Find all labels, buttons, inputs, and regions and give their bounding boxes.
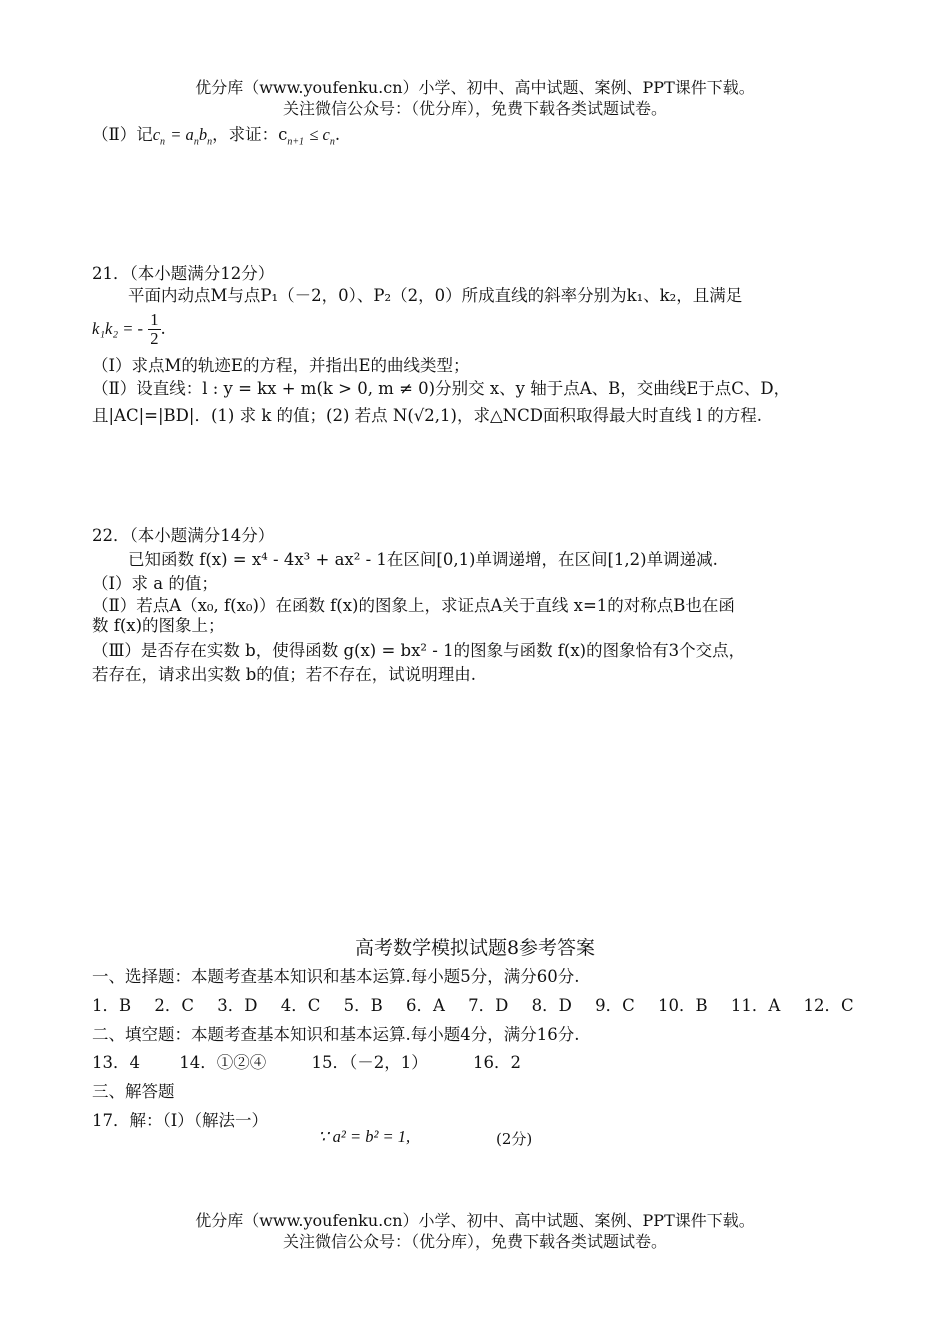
choice-8: 8．D — [531, 996, 572, 1015]
answers-section1: 一、选择题：本题考查基本知识和基本运算.每小题5分，满分60分. — [92, 967, 580, 986]
q20-part2: （Ⅱ）记$c_n = a_nb_n$，求证：$c_{n+1} \le c_n$. — [92, 125, 341, 148]
header-line-2: 关注微信公众号：（优分库），免费下载各类试题试卷。 — [282, 99, 667, 118]
choice-4: 4．C — [280, 996, 321, 1015]
choice-2: 2．C — [154, 996, 194, 1015]
footer-line-1: 优分库（www.youfenku.cn）小学、初中、高中试题、案例、PPT课件下载。 — [195, 1211, 755, 1230]
page-footer — [0, 1210, 950, 1252]
answers-section3: 三、解答题 — [92, 1082, 175, 1101]
c-n: $c_n$ — [152, 125, 166, 148]
q21-line2: k₁k₂ = - $\frac{1}{2}$ . — [92, 310, 166, 348]
q17-answer: 17．解：（Ⅰ）（解法一） — [92, 1111, 269, 1130]
choice-6: 6．A — [405, 996, 445, 1015]
choice-9: 9．C — [595, 996, 635, 1015]
page-header — [0, 77, 950, 119]
choice-10: 10．B — [658, 996, 708, 1015]
choice-11: 11．A — [730, 996, 781, 1015]
q22-header: 22．（本小题满分14分） — [92, 526, 275, 545]
answers-section2: 二、填空题：本题考查基本知识和基本运算.每小题4分，满分16分. — [92, 1025, 580, 1044]
q22-part1: （Ⅰ）求 a 的值； — [92, 574, 218, 593]
q21-line1: 平面内动点M与点P₁（－2，0）、P₂（2，0）所成直线的斜率分别为k₁、k₂，且满足 — [128, 286, 743, 305]
fill-13: 13．4 — [92, 1053, 140, 1072]
q17-math: ∵ a² = b² = 1, — [318, 1127, 411, 1146]
choice-7: 7．D — [468, 996, 509, 1015]
q22-part2b: 数 f(x)的图象上； — [92, 616, 225, 635]
q17-score: (2分) — [496, 1130, 533, 1148]
fill-16: 16．2 — [473, 1053, 521, 1072]
q21-part2b: 且|AC|=|BD|．(1) 求 k 的值；(2) 若点 N(√2,1)，求△NCD面积取得最大时直线 l 的方程. — [92, 406, 762, 425]
choice-3: 3．D — [217, 996, 258, 1015]
fraction-one-half: $\frac{1}{2}$ — [150, 310, 159, 348]
fill-14: 14．①②④ — [179, 1053, 267, 1072]
choice-answers — [92, 995, 854, 1017]
q22-part3: （Ⅲ）是否存在实数 b，使得函数 g(x) = bx² - 1的图象与函数 f(x)的图象恰有3个交点， — [92, 641, 746, 660]
q21-header: 21．（本小题满分12分） — [92, 264, 275, 283]
q21-part2: （Ⅱ）设直线：l : y = kx + m(k > 0, m ≠ 0)分别交 x、y 轴于点A、B，交曲线E于点C、D， — [92, 379, 791, 398]
q22-part3b: 若存在，请求出实数 b的值；若不存在，试说明理由. — [92, 665, 477, 684]
choice-5: 5．B — [343, 996, 383, 1015]
header-line-1: 优分库（www.youfenku.cn）小学、初中、高中试题、案例、PPT课件下载。 — [195, 78, 755, 97]
choice-12: 12．C — [803, 996, 854, 1015]
answers-title: 高考数学模拟试题8参考答案 — [354, 937, 596, 959]
q22-part2: （Ⅱ）若点A（x₀, f(x₀)）在函数 f(x)的图象上，求证点A关于直线 x=1的对称点B也在函 — [92, 596, 735, 615]
footer-line-2: 关注微信公众号：（优分库），免费下载各类试题试卷。 — [282, 1232, 667, 1251]
q22-line1: 已知函数 f(x) = x⁴ - 4x³ + ax² - 1在区间[0,1)单调递增，在区间[1,2)单调递减. — [128, 550, 718, 569]
choice-1: 1．B — [92, 996, 132, 1015]
q21-part1: （Ⅰ）求点M的轨迹E的方程，并指出E的曲线类型； — [92, 356, 470, 375]
fill-answers — [92, 1052, 521, 1074]
fill-15: 15．（－2，1） — [311, 1053, 428, 1072]
